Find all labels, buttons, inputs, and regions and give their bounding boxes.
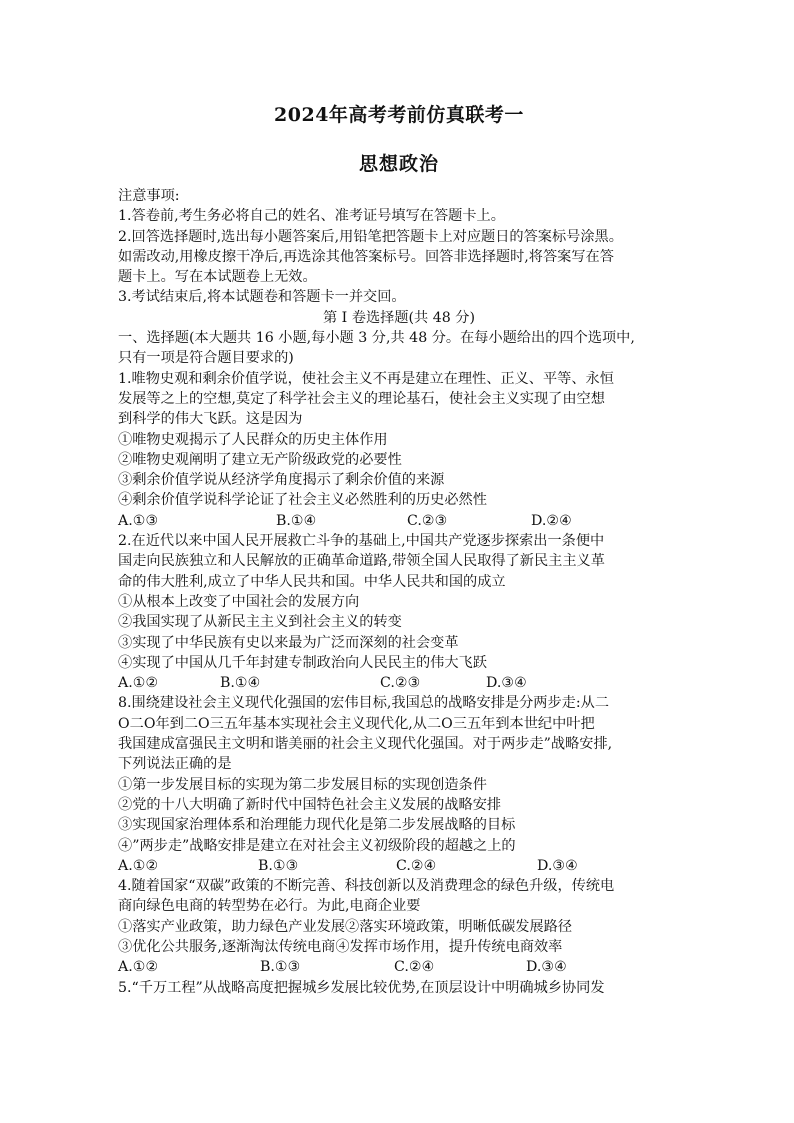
question-stem: 4.随着国家“双碳”政策的不断完善、科技创新以及消费理念的绿色升级，传统电	[118, 878, 615, 895]
option-d: D.②④	[531, 512, 572, 529]
question-item: ④”两步走”战略安排是建立在对社会主义初级阶段的超越之上的	[118, 837, 516, 854]
answer-options	[118, 856, 680, 876]
option-d: D.③④	[486, 675, 527, 692]
question-stem: 2.在近代以来中国人民开展救亡斗争的基础上,中国共产党逐步探索出一条便中	[118, 533, 605, 550]
question-item: ①唯物史观揭示了人民群众的历史主体作用	[118, 431, 388, 448]
notice-block	[118, 186, 680, 308]
option-c: C.②③	[407, 512, 448, 529]
option-b: B.①④	[220, 675, 261, 692]
notice-line: 2.回答选择题时,选出每小题答案后,用铅笔把答题卡上对应题日的答案标号涂黑。	[118, 228, 623, 245]
question-item: ③实现国家治理体系和治理能力现代化是第二步发展战略的目标	[118, 817, 516, 834]
notice-line: 题卡上。写在本试题卷上无效。	[118, 269, 317, 286]
question-item: ②我国实现了从新民主主义到社会主义的转变	[118, 614, 402, 631]
notice-heading: 注意事项:	[118, 188, 180, 204]
question-item: ①从根本上改变了中国社会的发展方向	[118, 593, 360, 610]
question-item: ③实现了中华民族有史以来最为广泛而深刻的社会变革	[118, 634, 459, 651]
option-c: C.②④	[396, 857, 437, 874]
question-stem: O二O年到二O三五年基本实现社会主义现代化,从二O三五年到本世纪中叶把	[118, 715, 595, 732]
question-item: ④实现了中国从几千年封建专制政治向人民民主的伟大飞跃	[118, 654, 487, 671]
section-intro: 只有一项是符合题目要求的)	[118, 350, 294, 367]
question-stem: 我国建成富强民主文明和谐美丽的社会主义现代化强国。对于两步走”战略安排,	[118, 736, 613, 753]
notice-line: 如需改动,用橡皮擦干净后,再选涂其他答案标号。回答非选择题时,将答案写在答	[118, 248, 614, 265]
option-a: A.①②	[118, 959, 159, 976]
question-stem: 发展等之上的空想,莫定了科学社会主义的理论基石，使社会主义实现了由空想	[118, 390, 605, 407]
question-5-stem: 5.“千万工程”从战略高度把握城乡发展比较优势,在顶层设计中明确城乡协同发	[118, 979, 605, 996]
question-stem: 商向绿色电商的转型势在必行。为此,电商企业要	[118, 898, 421, 915]
option-b: B.①③	[260, 959, 301, 976]
section-intro: 一、选择题(本大题共 16 小题,每小题 3 分,共 48 分。在每小题给出的四个选项中,	[118, 330, 635, 347]
question-item: ③优化公共服务,逐渐淘汰传统电商④发挥市场作用，提升传统电商效率	[118, 938, 563, 955]
notice-line: 1.答卷前,考生务必将自己的姓名、准考证号填写在答题卡上。	[118, 208, 505, 225]
option-b: B.①③	[258, 857, 299, 874]
question-stem: 到科学的伟大飞跃。这是因为	[118, 411, 303, 428]
option-d: D.③④	[526, 959, 567, 976]
notice-line: 3.考试结束后,将本试题卷和答题卡一并交回。	[118, 289, 406, 306]
option-b: B.①④	[276, 512, 317, 529]
exam-title: 2024年高考考前仿真联考一	[274, 104, 524, 126]
question-item: ②党的十八大明确了新时代中国特色社会主义发展的战略安排	[118, 796, 502, 813]
question-stem: 命的伟大胜利,成立了中华人民共和国。中华人民共和国的成立	[118, 573, 506, 590]
option-a: A.①②	[118, 675, 159, 692]
answer-options	[118, 673, 680, 693]
question-1	[118, 369, 680, 531]
option-d: D.③④	[537, 857, 578, 874]
question-item: ①第一步发展目标的实现为第二步发展目标的实现创造条件	[118, 776, 487, 793]
section-heading: 第 I 卷选择题(共 48 分)	[322, 309, 476, 326]
question-stem: 下列说法正确的是	[118, 756, 232, 773]
option-c: C.②④	[394, 959, 435, 976]
answer-options	[118, 957, 680, 977]
option-a: A.①②	[118, 857, 159, 874]
question-3	[118, 693, 680, 876]
option-c: C.②③	[380, 675, 421, 692]
question-item: ①落实产业政策，助力绿色产业发展②落实环境政策，明晰低碳发展路径	[118, 918, 573, 935]
option-a: A.①③	[118, 512, 159, 529]
question-4	[118, 876, 680, 977]
question-item: ②唯物史观阐明了建立无产阶级政党的必要性	[118, 451, 402, 468]
subject-title: 思想政治	[358, 153, 439, 175]
question-stem: 1.唯物史观和剩余价值学说，使社会主义不再是建立在理性、正义、平等、永恒	[118, 370, 614, 387]
question-stem: 国走向民族独立和人民解放的正确革命道路,带领全国人民取得了新民主主义革	[118, 553, 605, 570]
answer-options	[118, 511, 680, 531]
question-item: ④剩余价值学说科学论证了社会主义必然胜利的历史必然性	[118, 492, 487, 509]
question-stem: 8.围绕建设社会主义现代化强国的宏伟目标,我国总的战略安排是分两步走:从二	[118, 695, 610, 712]
question-2	[118, 531, 680, 693]
exam-page	[118, 100, 680, 998]
question-item: ③剩余价值学说从经济学角度揭示了剩余价值的来源	[118, 472, 445, 489]
